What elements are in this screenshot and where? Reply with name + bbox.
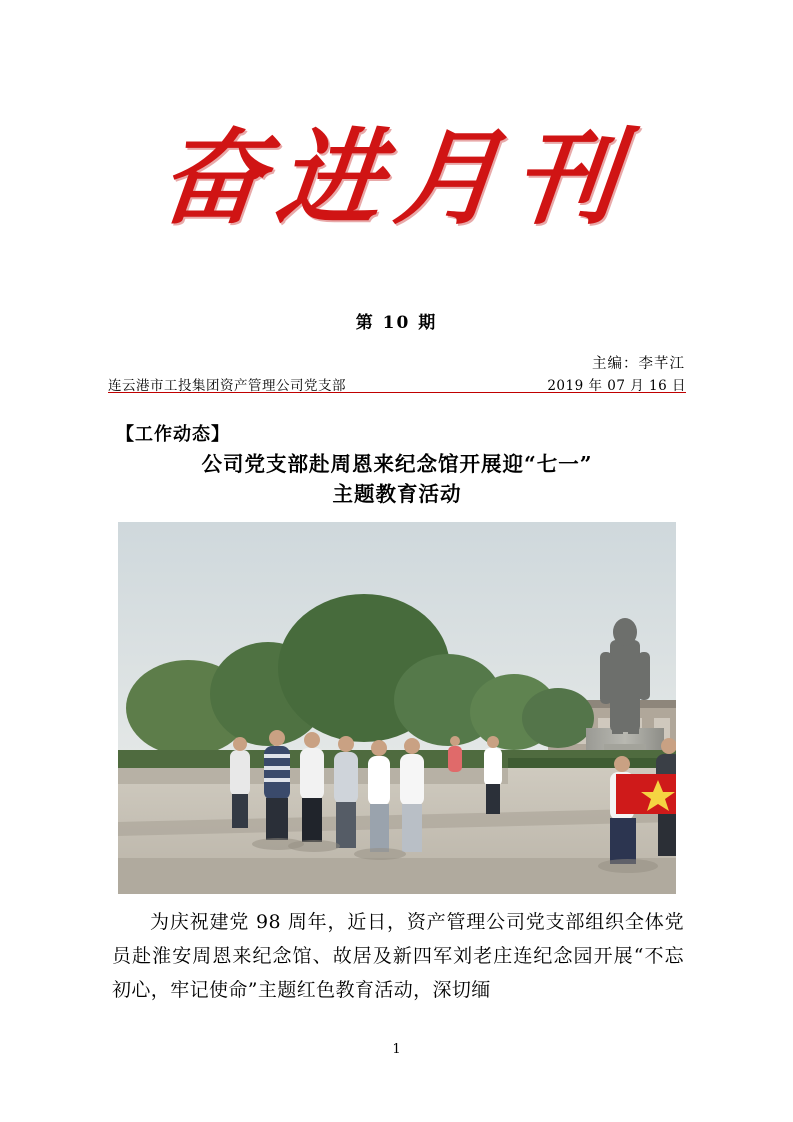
- article-title-line-2: 主题教育活动: [332, 481, 462, 506]
- article-photo: [118, 522, 676, 894]
- section-tag: 【工作动态】: [116, 424, 230, 445]
- masthead-title: 奋进月刊: [154, 116, 639, 239]
- header-meta-row: [108, 374, 686, 394]
- page-number: 1: [392, 1042, 401, 1057]
- page-title: [108, 450, 686, 509]
- article-body-paragraph: 为庆祝建党 98 周年，近日，资产管理公司党支部组织全体党员赴淮安周恩来纪念馆、故居及新四军刘老庄连纪念园开展“不忘初心，牢记使命”主题红色教育活动，深切缅: [112, 911, 684, 1001]
- issue-number: 第 10 期: [355, 313, 438, 333]
- article-body: [112, 906, 684, 1007]
- photo-illustration: [118, 522, 676, 894]
- publish-date: 2019 年 07 月 16 日: [547, 378, 686, 394]
- editor-label: 主编：李芊江: [592, 356, 685, 372]
- header-divider: [108, 392, 686, 393]
- article-title-line-1: 公司党支部赴周恩来纪念馆开展迎“七一”: [201, 452, 593, 476]
- masthead: [0, 118, 793, 238]
- organization-label: 连云港市工投集团资产管理公司党支部: [108, 378, 346, 394]
